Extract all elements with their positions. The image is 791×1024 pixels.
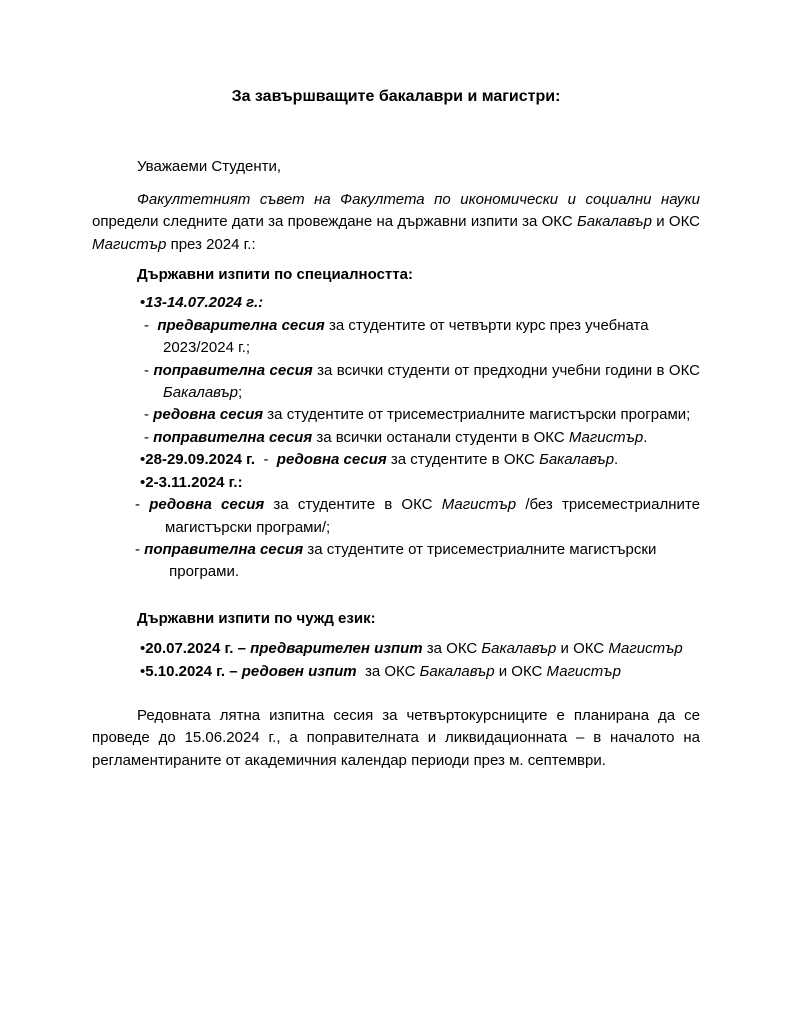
dash-marker: -	[144, 361, 154, 379]
dash-list-item	[92, 315, 700, 360]
bullet-list-item	[92, 292, 700, 314]
text-run: .	[614, 451, 619, 469]
text-run: Бакалавър	[576, 213, 652, 231]
dash-marker: -	[144, 428, 154, 446]
text-run: редовна сесия	[153, 406, 264, 424]
text-run: Магистър	[546, 662, 621, 680]
text-run: .	[643, 428, 648, 446]
dash-list-item	[92, 404, 700, 426]
text-run: за студентите от четвърти курс през учебната 2023/2024 г.;	[163, 316, 649, 357]
text-run: за студентите от трисеместриалните магистърски програми;	[263, 406, 691, 424]
text-run: и ОКС	[494, 662, 547, 680]
foreign-language-exams-list	[92, 638, 700, 683]
text-run: -	[255, 451, 277, 469]
text-run: предварителен изпит	[250, 640, 423, 658]
dash-marker: -	[144, 406, 154, 424]
text-run: Бакалавър	[539, 451, 615, 469]
salutation: Уважаеми Студенти,	[137, 158, 282, 176]
dash-list-item	[92, 427, 700, 449]
text-run: и ОКС	[651, 213, 700, 231]
bullet-marker: •	[140, 451, 146, 469]
text-run: редовна сесия	[276, 451, 387, 469]
text-run: за студентите в ОКС	[386, 451, 540, 469]
text-run: 20.07.2024 г. –	[145, 640, 251, 658]
text-run: Бакалавър	[163, 384, 238, 402]
text-run: определи следните дати за провеждане на държавни изпити за ОКС	[92, 213, 577, 231]
bullet-list-item	[92, 638, 700, 660]
text-run: поправителна сесия	[144, 540, 304, 558]
bullet-list-item	[92, 449, 700, 471]
text-run: за ОКС	[422, 640, 482, 658]
dash-marker: -	[135, 540, 145, 558]
bullet-marker: •	[140, 473, 146, 491]
text-run: 5.10.2024 г. –	[145, 662, 242, 680]
text-run: 28-29.09.2024 г.	[145, 451, 256, 469]
bullet-marker: •	[140, 640, 146, 658]
text-run: и ОКС	[556, 640, 609, 658]
bullet-marker: •	[140, 294, 146, 312]
text-run: за студентите от трисеместриалните магистърски програми.	[165, 540, 657, 581]
text-run: през 2024 г.:	[166, 235, 256, 253]
text-run: редовен изпит	[241, 662, 357, 680]
text-run: 13-14.07.2024 г.:	[145, 294, 264, 312]
text-run: Факултетният съвет на Факултета по икономически и социални науки	[137, 190, 700, 208]
section-heading-foreign-language: Държавни изпити по чужд език:	[137, 609, 376, 627]
text-run: редовна сесия	[149, 496, 265, 514]
closing-paragraph	[92, 705, 700, 772]
text-run: Магистър	[568, 428, 644, 446]
text-run: поправителна сесия	[153, 361, 313, 379]
text-run: за ОКС	[356, 662, 420, 680]
dash-list-item	[92, 360, 700, 405]
specialty-exams-list	[92, 292, 700, 583]
bullet-list-item	[92, 661, 700, 683]
text-run: за всички студенти от предходни учебни години в ОКС	[312, 361, 700, 379]
dash-marker: -	[144, 316, 158, 334]
text-run: Магистър	[608, 640, 683, 658]
bullet-list-item	[92, 472, 700, 494]
text-run: /без трисеместриалните магистърски програми/;	[165, 496, 700, 536]
dash-list-item	[92, 494, 700, 539]
text-run: поправителна сесия	[153, 428, 313, 446]
text-run: Редовната лятна изпитна сесия за четвъртокурсниците е планирана да се проведе до 15.06.2024 г., а поправителната и ликвидационната – в началото на регламентираните от академичния календар периоди през м. септември.	[92, 706, 700, 769]
bullet-marker: •	[140, 662, 146, 680]
intro-paragraph	[92, 189, 700, 256]
text-run: за студентите в ОКС	[264, 496, 442, 514]
text-run: за всички останали студенти в ОКС	[312, 428, 569, 446]
section-heading-specialty: Държавни изпити по специалността:	[137, 266, 413, 284]
document-title: За завършващите бакалаври и магистри:	[231, 88, 561, 105]
text-run: ;	[237, 384, 243, 402]
text-run: Магистър	[92, 235, 167, 253]
text-run: Бакалавър	[419, 662, 495, 680]
text-run: предварителна сесия	[157, 316, 325, 334]
dash-list-item	[92, 539, 700, 584]
text-run: 2-3.11.2024 г.:	[145, 473, 243, 491]
text-run: Магистър	[441, 496, 517, 514]
dash-marker: -	[135, 496, 150, 514]
text-run: Бакалавър	[481, 640, 557, 658]
